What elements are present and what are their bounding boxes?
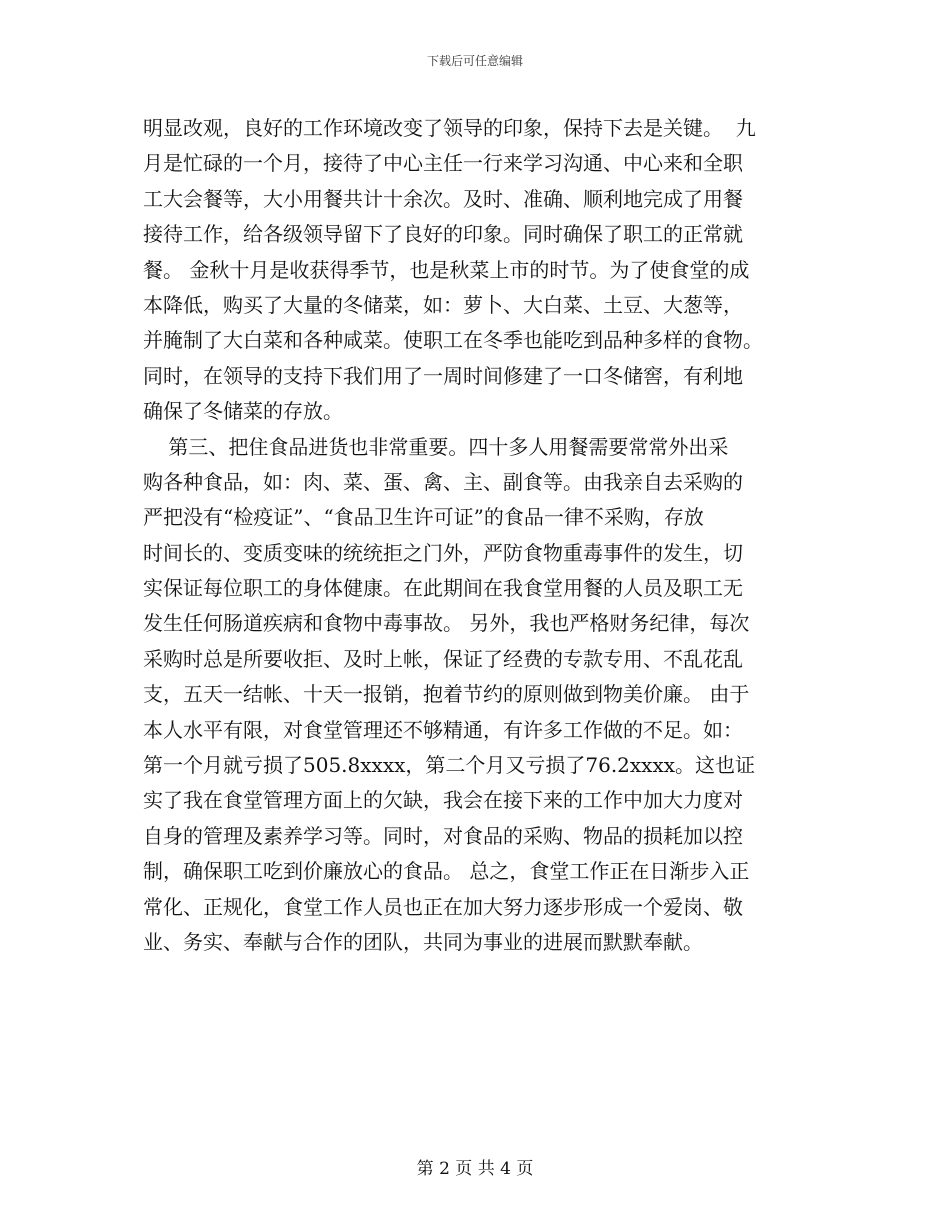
text-line: 购各种食品，如：肉、菜、蛋、禽、主、副食等。由我亲自去采购的 [143, 469, 743, 494]
text-line: 第三、把住食品进货也非常重要。四十多人用餐需要常常外出采 [143, 434, 729, 459]
text-line: 同时，在领导的支持下我们用了一周时间修建了一口冬储窖，有利地 [143, 363, 743, 388]
text-line: 接待工作，给各级领导留下了良好的印象。同时确保了职工的正常就 [143, 222, 743, 247]
text-line: 餐。 金秋十月是收获得季节，也是秋菜上市的时节。为了使食堂的成 [143, 257, 750, 282]
text-line: 工大会餐等，大小用餐共计十余次。及时、准确、顺利地完成了用餐 [143, 186, 743, 211]
text-line: 制，确保职工吃到价廉放心的食品。 总之，食堂工作正在日渐步入正 [143, 859, 750, 884]
text-line: 并腌制了大白菜和各种咸菜。使职工在冬季也能吃到品种多样的食物。 [143, 328, 763, 353]
text-line: 业、务实、奉献与合作的团队，共同为事业的进展而默默奉献。 [143, 929, 703, 954]
text-line: 明显改观，良好的工作环境改变了领导的印象，保持下去是关键。 九 [143, 116, 756, 140]
page-number: 第 2 页 共 4 页 [416, 1159, 534, 1179]
text-line: 实保证每位职工的身体健康。在此期间在我食堂用餐的人员及职工无 [143, 576, 743, 601]
text-line: 月是忙碌的一个月，接待了中心主任一行来学习沟通、中心来和全职 [143, 151, 743, 176]
text-line: 本降低，购买了大量的冬储菜，如：萝卜、大白菜、土豆、大葱等， [143, 292, 743, 317]
text-line: 确保了冬储菜的存放。 [143, 399, 343, 424]
text-line: 常化、正规化，食堂工作人员也正在加大努力逐步形成一个爱岗、敬 [143, 894, 743, 919]
body-text [143, 111, 807, 960]
text-line: 自身的管理及素养学习等。同时，对食品的采购、物品的损耗加以控 [143, 823, 743, 848]
text-line: 本人水平有限，对食堂管理还不够精通，有许多工作做的不足。如： [143, 717, 743, 742]
text-line: 实了我在食堂管理方面上的欠缺，我会在接下来的工作中加大力度对 [143, 788, 743, 813]
page-header: 下载后可任意编辑 [426, 54, 523, 68]
text-line: 严把没有“检疫证”、“食品卫生许可证”的食品一律不采购，存放 [143, 505, 704, 530]
text-line: 采购时总是所要收拒、及时上帐，保证了经费的专款专用、不乱花乱 [143, 646, 743, 671]
text-line: 时间长的、变质变味的统统拒之门外，严防食物重毒事件的发生，切 [143, 540, 743, 565]
text-line: 发生任何肠道疾病和食物中毒事故。 另外，我也严格财务纪律，每次 [143, 611, 750, 636]
text-line: 支，五天一结帐、十天一报销，抱着节约的原则做到物美价廉。 由于 [143, 682, 750, 707]
text-line: 第一个月就亏损了505.8xxxx，第二个月又亏损了76.2xxxx。这也证 [143, 753, 756, 778]
